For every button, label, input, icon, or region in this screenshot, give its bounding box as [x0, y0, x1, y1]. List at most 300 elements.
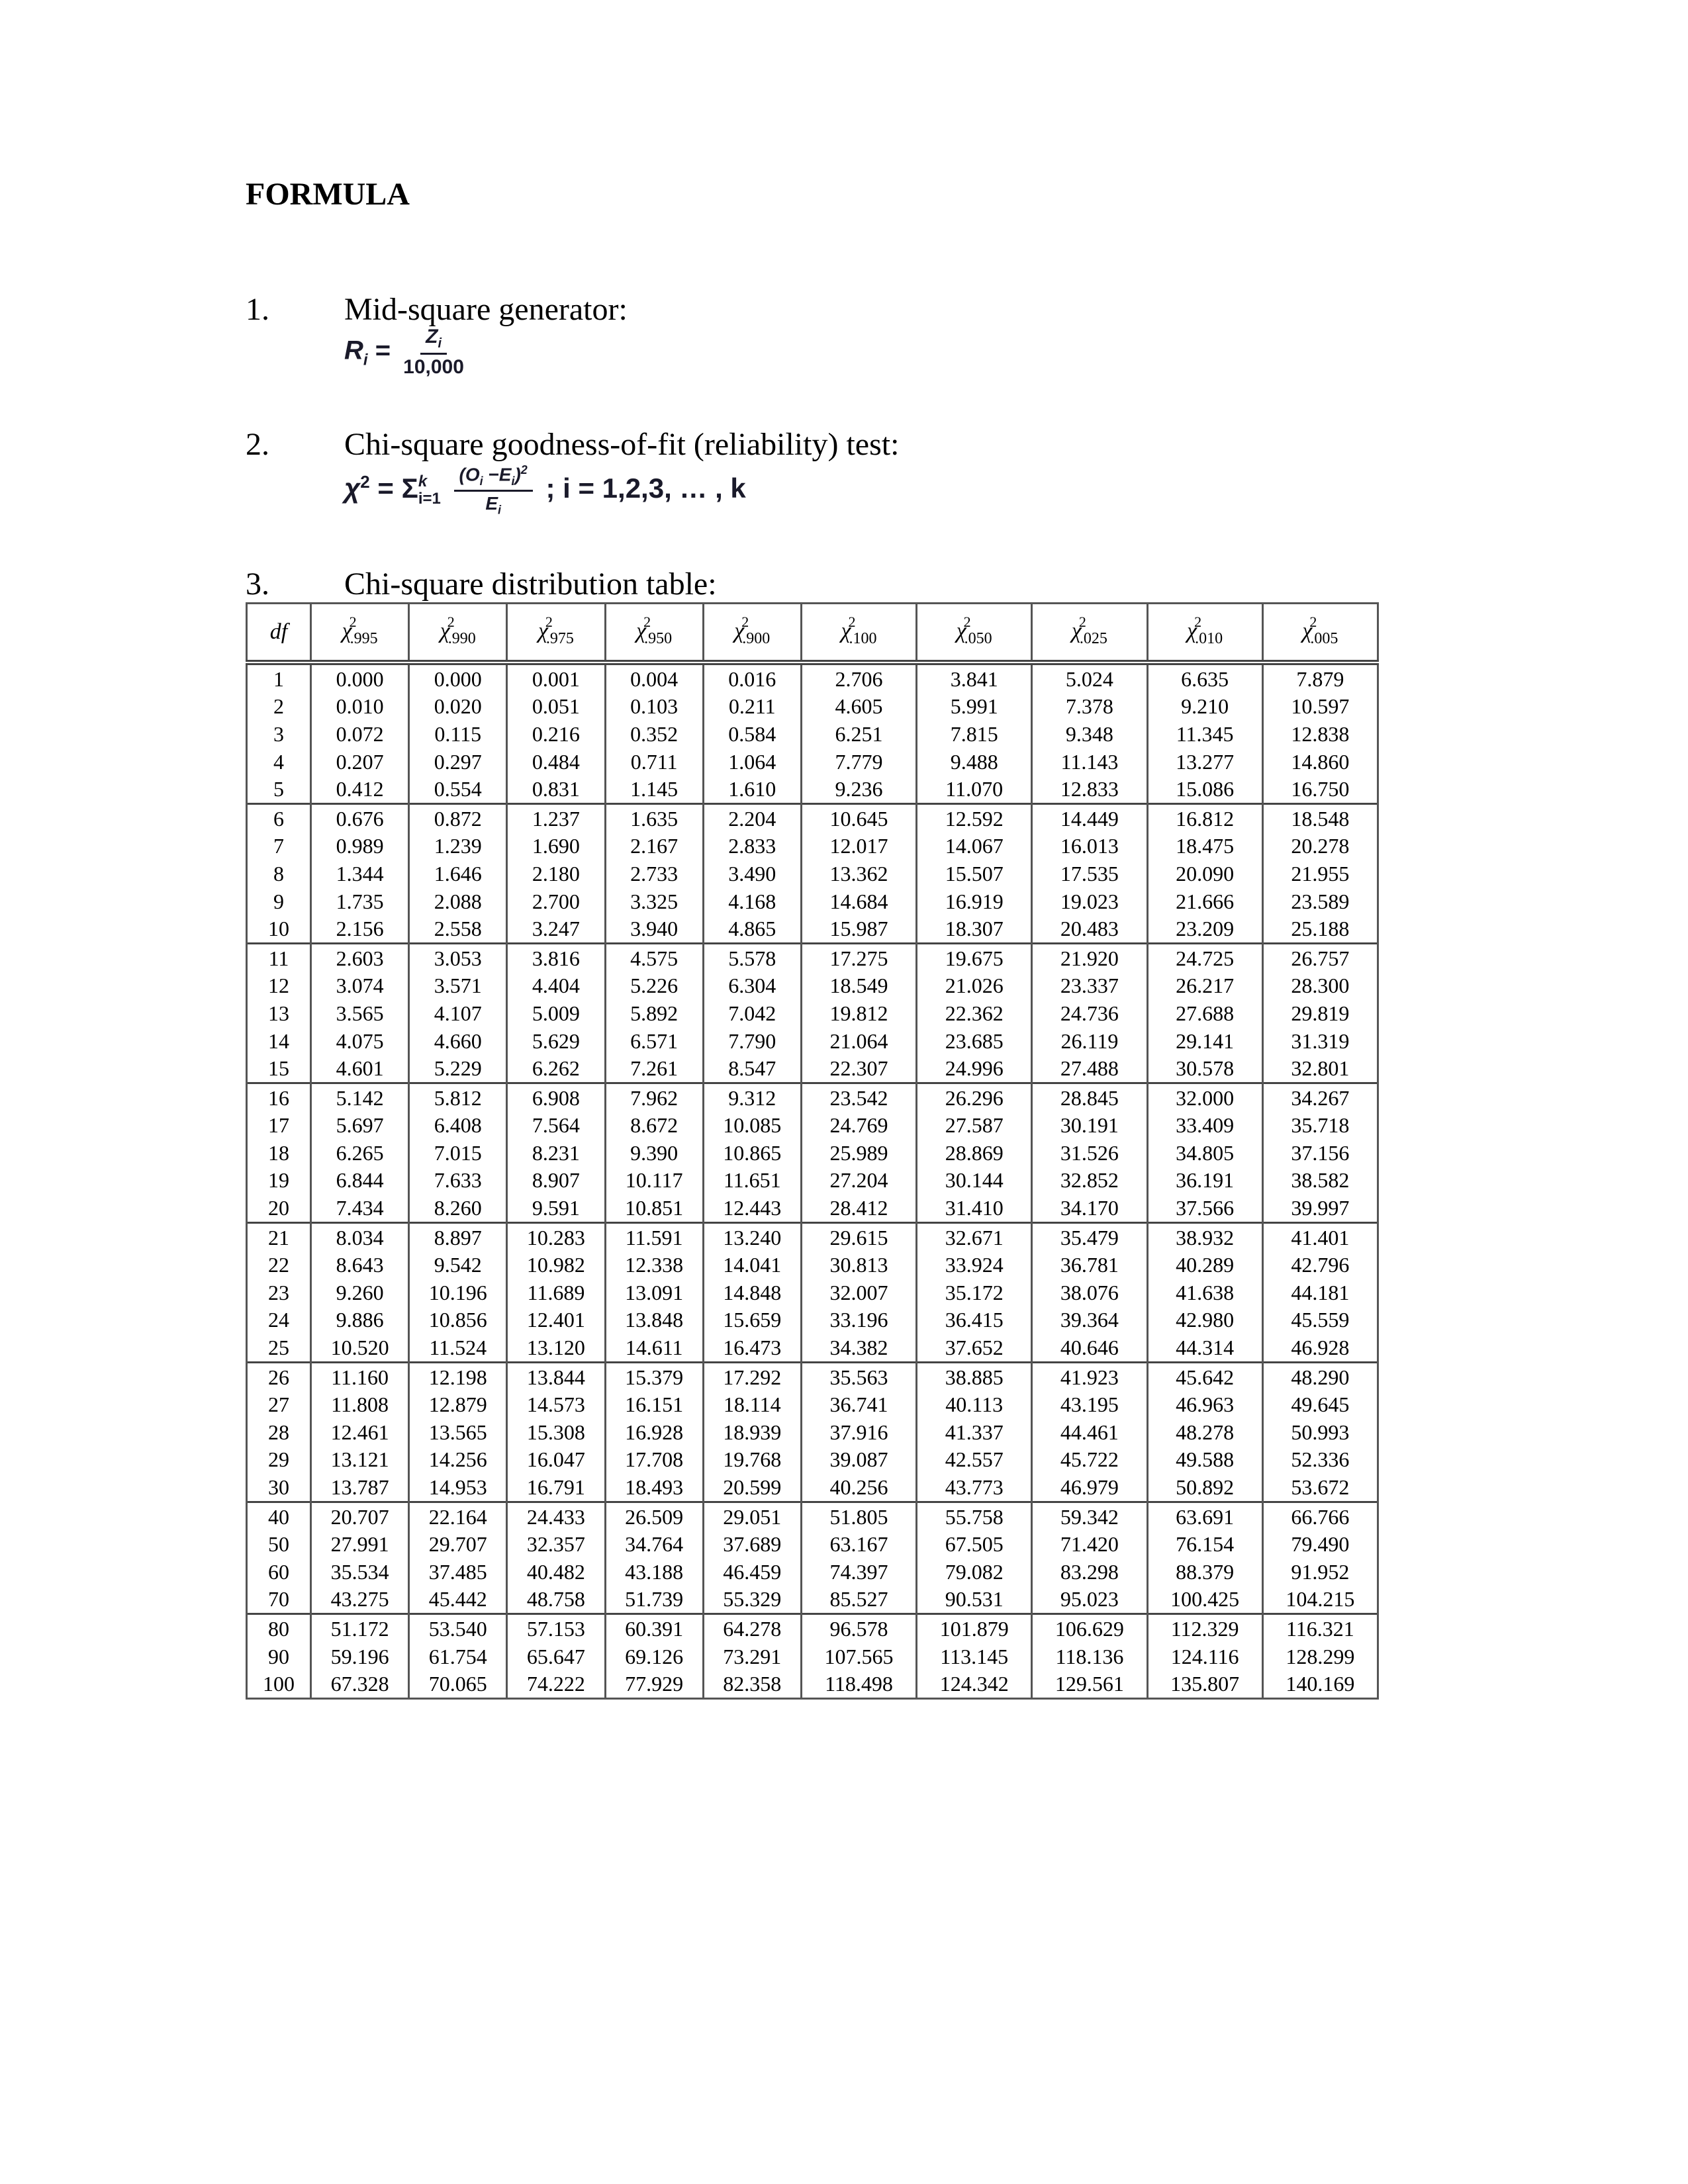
value-cell: 20.278 [1262, 833, 1378, 860]
chi-sup: 2 [963, 614, 971, 631]
value-cell: 16.812 [1147, 803, 1262, 832]
table-row [247, 887, 1378, 915]
value-cell: 2.733 [605, 860, 703, 887]
value-cell: 5.629 [507, 1027, 605, 1055]
df-cell: 17 [247, 1112, 311, 1140]
value-cell: 6.251 [801, 720, 916, 748]
value-cell: 3.841 [917, 662, 1032, 693]
value-cell: 23.542 [801, 1083, 916, 1111]
df-cell: 4 [247, 748, 311, 776]
formula-eq: = [375, 336, 391, 365]
df-cell: 20 [247, 1194, 311, 1222]
value-cell: 3.053 [409, 943, 507, 972]
formula-sigma: = Σ [377, 472, 418, 504]
value-cell: 31.526 [1032, 1139, 1147, 1167]
df-cell: 23 [247, 1279, 311, 1306]
value-cell: 0.103 [605, 693, 703, 721]
table-row [247, 1112, 1378, 1140]
value-cell: 8.672 [605, 1112, 703, 1140]
value-cell: 101.879 [917, 1614, 1032, 1643]
value-cell: 35.479 [1032, 1222, 1147, 1251]
item-1-number: 1. [246, 292, 269, 327]
table-row [247, 1251, 1378, 1279]
value-cell: 45.559 [1262, 1306, 1378, 1334]
df-cell: 21 [247, 1222, 311, 1251]
value-cell: 6.304 [703, 972, 801, 1000]
value-cell: 74.397 [801, 1558, 916, 1586]
df-cell: 6 [247, 803, 311, 832]
value-cell: 4.168 [703, 887, 801, 915]
value-cell: 20.483 [1032, 915, 1147, 943]
value-cell: 29.707 [409, 1530, 507, 1558]
value-cell: 16.151 [605, 1390, 703, 1418]
chi-subscript: .950 [644, 629, 673, 647]
chi-subscript: .005 [1310, 629, 1338, 647]
table-row [247, 1334, 1378, 1362]
value-cell: 88.379 [1147, 1558, 1262, 1586]
value-cell: 7.633 [409, 1167, 507, 1195]
chi-symbol: χ [1071, 618, 1082, 643]
value-cell: 13.565 [409, 1418, 507, 1446]
chi-sup: 2 [1078, 614, 1086, 631]
df-cell: 13 [247, 999, 311, 1027]
value-cell: 28.412 [801, 1194, 916, 1222]
value-cell: 2.558 [409, 915, 507, 943]
value-cell: 6.571 [605, 1027, 703, 1055]
value-cell: 14.684 [801, 887, 916, 915]
formula-fraction [403, 326, 464, 379]
table-row [247, 1558, 1378, 1586]
chi-subscript: .050 [964, 629, 992, 647]
formula-numerator-sub: i [438, 336, 442, 351]
value-cell: 38.932 [1147, 1222, 1262, 1251]
value-cell: 118.498 [801, 1670, 916, 1698]
value-cell: 37.156 [1262, 1139, 1378, 1167]
value-cell: 10.982 [507, 1251, 605, 1279]
value-cell: 6.844 [311, 1167, 409, 1195]
value-cell: 34.267 [1262, 1083, 1378, 1111]
table-row [247, 972, 1378, 1000]
value-cell: 79.490 [1262, 1530, 1378, 1558]
value-cell: 15.507 [917, 860, 1032, 887]
value-cell: 26.509 [605, 1502, 703, 1530]
value-cell: 27.688 [1147, 999, 1262, 1027]
value-cell: 23.337 [1032, 972, 1147, 1000]
value-cell: 24.736 [1032, 999, 1147, 1027]
value-cell: 12.338 [605, 1251, 703, 1279]
value-cell: 2.706 [801, 662, 916, 693]
value-cell: 7.042 [703, 999, 801, 1027]
value-cell: 3.247 [507, 915, 605, 943]
formula-denominator: 10,000 [403, 356, 464, 378]
chi-symbol: χ [956, 618, 966, 643]
value-cell: 6.265 [311, 1139, 409, 1167]
formula-lhs: χ [344, 472, 361, 504]
value-cell: 13.277 [1147, 748, 1262, 776]
value-cell: 9.348 [1032, 720, 1147, 748]
value-cell: 1.610 [703, 775, 801, 803]
value-cell: 23.589 [1262, 887, 1378, 915]
chi-subscript: .900 [742, 629, 771, 647]
value-cell: 65.647 [507, 1643, 605, 1670]
value-cell: 21.064 [801, 1027, 916, 1055]
value-cell: 0.004 [605, 662, 703, 693]
value-cell: 9.488 [917, 748, 1032, 776]
value-cell: 57.153 [507, 1614, 605, 1643]
value-cell: 0.020 [409, 693, 507, 721]
value-cell: 46.979 [1032, 1473, 1147, 1502]
value-cell: 5.892 [605, 999, 703, 1027]
value-cell: 52.336 [1262, 1446, 1378, 1474]
df-cell: 80 [247, 1614, 311, 1643]
value-cell: 37.652 [917, 1334, 1032, 1362]
value-cell: 37.689 [703, 1530, 801, 1558]
sum-lower: i=1 [418, 489, 441, 508]
sub-i: i [498, 503, 502, 517]
value-cell: 27.587 [917, 1112, 1032, 1140]
df-cell: 25 [247, 1334, 311, 1362]
value-cell: 7.879 [1262, 662, 1378, 693]
table-row [247, 803, 1378, 832]
value-cell: 43.275 [311, 1586, 409, 1614]
value-cell: 8.643 [311, 1251, 409, 1279]
value-cell: 21.666 [1147, 887, 1262, 915]
value-cell: 2.204 [703, 803, 801, 832]
value-cell: 0.554 [409, 775, 507, 803]
value-cell: 35.718 [1262, 1112, 1378, 1140]
value-cell: 29.615 [801, 1222, 916, 1251]
value-cell: 41.923 [1032, 1362, 1147, 1390]
value-cell: 8.907 [507, 1167, 605, 1195]
chi-symbol: χ [1187, 618, 1197, 643]
numerator-close: ) [514, 464, 521, 485]
table-row [247, 915, 1378, 943]
value-cell: 5.229 [409, 1054, 507, 1083]
denominator-e: E [485, 492, 498, 514]
value-cell: 2.180 [507, 860, 605, 887]
value-cell: 26.296 [917, 1083, 1032, 1111]
value-cell: 32.007 [801, 1279, 916, 1306]
value-cell: 43.195 [1032, 1390, 1147, 1418]
table-header-row [247, 604, 1378, 663]
chi-sup: 2 [349, 614, 357, 631]
value-cell: 16.928 [605, 1418, 703, 1446]
df-cell: 12 [247, 972, 311, 1000]
value-cell: 0.211 [703, 693, 801, 721]
value-cell: 41.638 [1147, 1279, 1262, 1306]
value-cell: 79.082 [917, 1558, 1032, 1586]
value-cell: 33.924 [917, 1251, 1032, 1279]
value-cell: 50.892 [1147, 1473, 1262, 1502]
value-cell: 10.645 [801, 803, 916, 832]
value-cell: 39.997 [1262, 1194, 1378, 1222]
header-chi-010 [1147, 604, 1262, 663]
value-cell: 3.816 [507, 943, 605, 972]
value-cell: 0.010 [311, 693, 409, 721]
value-cell: 36.781 [1032, 1251, 1147, 1279]
value-cell: 0.001 [507, 662, 605, 693]
value-cell: 34.382 [801, 1334, 916, 1362]
value-cell: 4.575 [605, 943, 703, 972]
value-cell: 9.591 [507, 1194, 605, 1222]
value-cell: 0.711 [605, 748, 703, 776]
value-cell: 14.860 [1262, 748, 1378, 776]
chi-symbol: χ [342, 618, 352, 643]
chi-symbol: χ [841, 618, 851, 643]
df-cell: 50 [247, 1530, 311, 1558]
header-chi-050 [917, 604, 1032, 663]
value-cell: 9.312 [703, 1083, 801, 1111]
value-cell: 12.461 [311, 1418, 409, 1446]
value-cell: 30.578 [1147, 1054, 1262, 1083]
table-row [247, 1473, 1378, 1502]
value-cell: 42.557 [917, 1446, 1032, 1474]
value-cell: 63.691 [1147, 1502, 1262, 1530]
table-row [247, 1390, 1378, 1418]
value-cell: 16.919 [917, 887, 1032, 915]
value-cell: 59.196 [311, 1643, 409, 1670]
value-cell: 18.549 [801, 972, 916, 1000]
df-cell: 28 [247, 1418, 311, 1446]
table-row [247, 1643, 1378, 1670]
value-cell: 16.750 [1262, 775, 1378, 803]
value-cell: 66.766 [1262, 1502, 1378, 1530]
formula-index-range: ; i = 1,2,3, … , k [545, 472, 746, 504]
df-cell: 40 [247, 1502, 311, 1530]
numerator-e: −E [483, 464, 512, 485]
value-cell: 5.991 [917, 693, 1032, 721]
table-row [247, 1446, 1378, 1474]
numerator-sup: 2 [520, 463, 528, 477]
value-cell: 2.088 [409, 887, 507, 915]
value-cell: 51.805 [801, 1502, 916, 1530]
header-chi-995 [311, 604, 409, 663]
table-row [247, 1139, 1378, 1167]
value-cell: 40.256 [801, 1473, 916, 1502]
value-cell: 1.690 [507, 833, 605, 860]
sub-i: i [511, 474, 515, 488]
value-cell: 11.689 [507, 1279, 605, 1306]
value-cell: 12.443 [703, 1194, 801, 1222]
value-cell: 44.461 [1032, 1418, 1147, 1446]
value-cell: 11.160 [311, 1362, 409, 1390]
value-cell: 91.952 [1262, 1558, 1378, 1586]
value-cell: 10.283 [507, 1222, 605, 1251]
value-cell: 49.645 [1262, 1390, 1378, 1418]
value-cell: 35.172 [917, 1279, 1032, 1306]
value-cell: 0.831 [507, 775, 605, 803]
sum-upper: k [418, 472, 428, 490]
df-cell: 1 [247, 662, 311, 693]
value-cell: 5.697 [311, 1112, 409, 1140]
formula-numerator: Z [426, 326, 438, 347]
value-cell: 16.473 [703, 1334, 801, 1362]
df-cell: 10 [247, 915, 311, 943]
value-cell: 0.584 [703, 720, 801, 748]
value-cell: 11.651 [703, 1167, 801, 1195]
table-row [247, 1167, 1378, 1195]
table-row [247, 1530, 1378, 1558]
value-cell: 7.015 [409, 1139, 507, 1167]
df-cell: 30 [247, 1473, 311, 1502]
table-row [247, 833, 1378, 860]
value-cell: 14.848 [703, 1279, 801, 1306]
table-row [247, 1362, 1378, 1390]
chi-symbol: χ [1302, 618, 1313, 643]
value-cell: 19.675 [917, 943, 1032, 972]
value-cell: 5.578 [703, 943, 801, 972]
value-cell: 5.226 [605, 972, 703, 1000]
value-cell: 55.758 [917, 1502, 1032, 1530]
value-cell: 25.188 [1262, 915, 1378, 943]
value-cell: 4.865 [703, 915, 801, 943]
numerator-o: (O [459, 464, 480, 485]
value-cell: 9.886 [311, 1306, 409, 1334]
value-cell: 64.278 [703, 1614, 801, 1643]
item-2-number: 2. [246, 427, 269, 462]
item-1-label: Mid-square generator: [344, 292, 628, 327]
value-cell: 50.993 [1262, 1418, 1378, 1446]
value-cell: 10.851 [605, 1194, 703, 1222]
value-cell: 17.292 [703, 1362, 801, 1390]
value-cell: 36.741 [801, 1390, 916, 1418]
value-cell: 67.505 [917, 1530, 1032, 1558]
value-cell: 67.328 [311, 1670, 409, 1698]
value-cell: 7.434 [311, 1194, 409, 1222]
page-title: FORMULA [246, 177, 410, 212]
table-row [247, 1418, 1378, 1446]
value-cell: 1.735 [311, 887, 409, 915]
value-cell: 33.409 [1147, 1112, 1262, 1140]
value-cell: 42.980 [1147, 1306, 1262, 1334]
value-cell: 26.119 [1032, 1027, 1147, 1055]
value-cell: 26.217 [1147, 972, 1262, 1000]
value-cell: 1.239 [409, 833, 507, 860]
value-cell: 10.597 [1262, 693, 1378, 721]
value-cell: 12.592 [917, 803, 1032, 832]
value-cell: 12.017 [801, 833, 916, 860]
value-cell: 4.660 [409, 1027, 507, 1055]
value-cell: 43.773 [917, 1473, 1032, 1502]
value-cell: 14.256 [409, 1446, 507, 1474]
value-cell: 77.929 [605, 1670, 703, 1698]
df-cell: 3 [247, 720, 311, 748]
value-cell: 0.072 [311, 720, 409, 748]
value-cell: 0.484 [507, 748, 605, 776]
value-cell: 7.564 [507, 1112, 605, 1140]
df-cell: 29 [247, 1446, 311, 1474]
value-cell: 12.833 [1032, 775, 1147, 803]
value-cell: 16.047 [507, 1446, 605, 1474]
table-row [247, 1502, 1378, 1530]
value-cell: 0.872 [409, 803, 507, 832]
value-cell: 37.485 [409, 1558, 507, 1586]
value-cell: 25.989 [801, 1139, 916, 1167]
item-3-label: Chi-square distribution table: [344, 567, 717, 602]
table-row [247, 662, 1378, 693]
value-cell: 27.488 [1032, 1054, 1147, 1083]
value-cell: 32.671 [917, 1222, 1032, 1251]
value-cell: 46.459 [703, 1558, 801, 1586]
value-cell: 3.490 [703, 860, 801, 887]
value-cell: 7.779 [801, 748, 916, 776]
header-chi-900 [703, 604, 801, 663]
value-cell: 18.475 [1147, 833, 1262, 860]
value-cell: 5.142 [311, 1083, 409, 1111]
value-cell: 76.154 [1147, 1530, 1262, 1558]
chi-sup: 2 [643, 614, 651, 631]
df-cell: 8 [247, 860, 311, 887]
value-cell: 14.041 [703, 1251, 801, 1279]
value-cell: 0.412 [311, 775, 409, 803]
value-cell: 12.401 [507, 1306, 605, 1334]
value-cell: 15.308 [507, 1418, 605, 1446]
value-cell: 22.362 [917, 999, 1032, 1027]
value-cell: 6.262 [507, 1054, 605, 1083]
header-chi-975 [507, 604, 605, 663]
df-cell: 2 [247, 693, 311, 721]
value-cell: 18.493 [605, 1473, 703, 1502]
value-cell: 118.136 [1032, 1643, 1147, 1670]
value-cell: 38.076 [1032, 1279, 1147, 1306]
value-cell: 19.023 [1032, 887, 1147, 915]
value-cell: 10.520 [311, 1334, 409, 1362]
value-cell: 11.808 [311, 1390, 409, 1418]
header-chi-950 [605, 604, 703, 663]
value-cell: 41.337 [917, 1418, 1032, 1446]
value-cell: 5.024 [1032, 662, 1147, 693]
value-cell: 7.815 [917, 720, 1032, 748]
value-cell: 128.299 [1262, 1643, 1378, 1670]
value-cell: 37.566 [1147, 1194, 1262, 1222]
value-cell: 55.329 [703, 1586, 801, 1614]
value-cell: 0.297 [409, 748, 507, 776]
value-cell: 4.605 [801, 693, 916, 721]
table-row [247, 1586, 1378, 1614]
value-cell: 11.345 [1147, 720, 1262, 748]
value-cell: 69.126 [605, 1643, 703, 1670]
value-cell: 4.601 [311, 1054, 409, 1083]
value-cell: 34.170 [1032, 1194, 1147, 1222]
value-cell: 40.646 [1032, 1334, 1147, 1362]
value-cell: 71.420 [1032, 1530, 1147, 1558]
header-df: df [247, 604, 311, 663]
value-cell: 6.908 [507, 1083, 605, 1111]
value-cell: 0.000 [311, 662, 409, 693]
value-cell: 8.231 [507, 1139, 605, 1167]
chi-symbol: χ [440, 618, 450, 643]
formula-lhs-sup: 2 [360, 471, 370, 492]
value-cell: 8.547 [703, 1054, 801, 1083]
value-cell: 18.114 [703, 1390, 801, 1418]
value-cell: 5.009 [507, 999, 605, 1027]
value-cell: 16.791 [507, 1473, 605, 1502]
chi-symbol: χ [734, 618, 745, 643]
value-cell: 0.216 [507, 720, 605, 748]
chi-sup: 2 [741, 614, 749, 631]
table-row [247, 748, 1378, 776]
value-cell: 11.524 [409, 1334, 507, 1362]
value-cell: 29.051 [703, 1502, 801, 1530]
value-cell: 0.115 [409, 720, 507, 748]
value-cell: 104.215 [1262, 1586, 1378, 1614]
value-cell: 9.390 [605, 1139, 703, 1167]
table-row [247, 1083, 1378, 1111]
df-cell: 15 [247, 1054, 311, 1083]
table-row [247, 1614, 1378, 1643]
value-cell: 100.425 [1147, 1586, 1262, 1614]
value-cell: 31.410 [917, 1194, 1032, 1222]
